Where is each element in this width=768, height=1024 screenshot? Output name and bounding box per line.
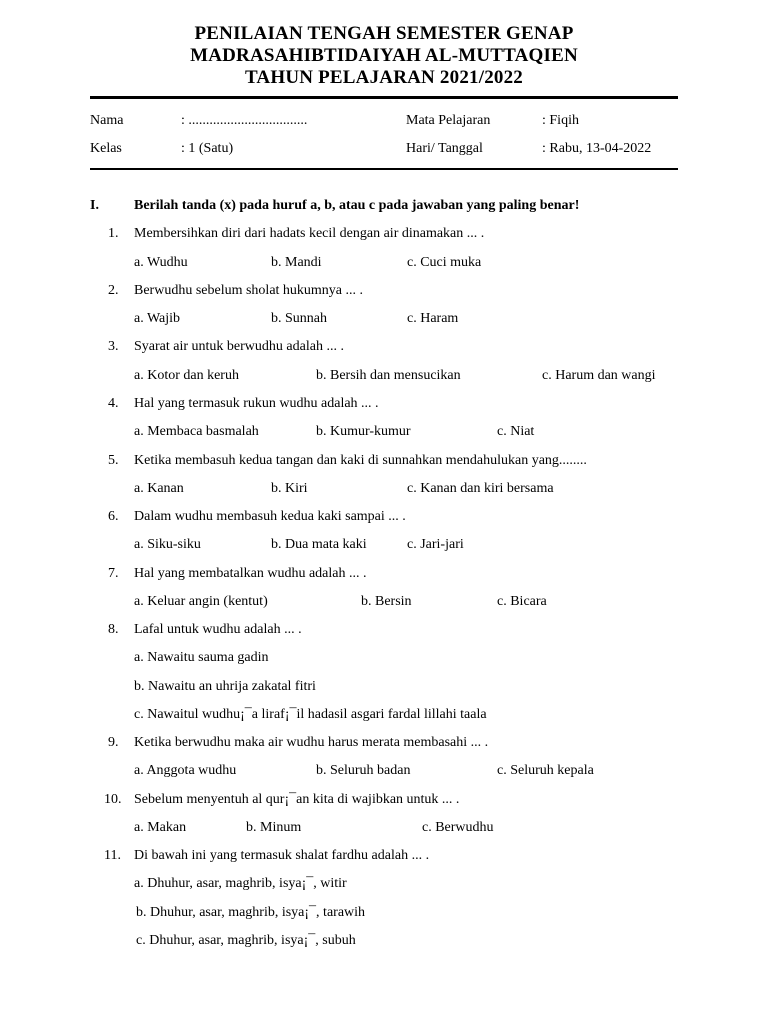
option-b[interactable]: b. Bersih dan mensucikan	[316, 368, 461, 383]
option-a[interactable]: a. Wudhu	[134, 255, 188, 270]
option-b[interactable]: b. Bersin	[361, 594, 412, 609]
option-c[interactable]: c. Niat	[497, 424, 535, 439]
option-c[interactable]: c. Haram	[407, 311, 459, 326]
question-number: 11.	[104, 848, 121, 863]
mapel-value: : Fiqih	[542, 113, 579, 128]
option-b[interactable]: b. Kiri	[271, 481, 308, 496]
option-c[interactable]: c. Cuci muka	[407, 255, 482, 270]
option-a[interactable]: a. Nawaitu sauma gadin	[134, 650, 269, 665]
option-b[interactable]: b. Dua mata kaki	[271, 537, 367, 552]
option-a[interactable]: a. Membaca basmalah	[134, 424, 259, 439]
option-b[interactable]: b. Sunnah	[271, 311, 327, 326]
hari-value: : Rabu, 13-04-2022	[542, 141, 652, 156]
question-number: 9.	[108, 735, 119, 750]
option-a[interactable]: a. Anggota wudhu	[134, 763, 237, 778]
option-a[interactable]: a. Wajib	[134, 311, 181, 326]
option-b[interactable]: b. Mandi	[271, 255, 322, 270]
question-text: Syarat air untuk berwudhu adalah ... .	[134, 339, 344, 354]
info-divider	[90, 168, 678, 170]
academic-year: TAHUN PELAJARAN 2021/2022	[244, 67, 524, 88]
option-a[interactable]: a. Keluar angin (kentut)	[134, 594, 268, 609]
nama-field[interactable]: : ..................................	[181, 113, 308, 128]
hari-label: Hari/ Tanggal	[406, 141, 483, 156]
question-text: Sebelum menyentuh al qur¡¯an kita di wajibkan untuk ... .	[134, 792, 460, 807]
option-a[interactable]: a. Kotor dan keruh	[134, 368, 239, 383]
question-number: 1.	[108, 226, 119, 241]
option-c[interactable]: c. Kanan dan kiri bersama	[407, 481, 554, 496]
option-c[interactable]: c. Dhuhur, asar, maghrib, isya¡¯, subuh	[136, 933, 356, 948]
option-b[interactable]: b. Seluruh badan	[316, 763, 411, 778]
mapel-label: Mata Pelajaran	[406, 113, 491, 128]
option-c[interactable]: c. Harum dan wangi	[542, 368, 656, 383]
question-number: 10.	[104, 792, 122, 807]
question-number: 7.	[108, 566, 119, 581]
option-a[interactable]: a. Makan	[134, 820, 187, 835]
option-c[interactable]: c. Seluruh kepala	[497, 763, 594, 778]
question-number: 3.	[108, 339, 119, 354]
option-b[interactable]: b. Kumur-kumur	[316, 424, 411, 439]
question-number: 8.	[108, 622, 119, 637]
exam-title: PENILAIAN TENGAH SEMESTER GENAP	[194, 23, 574, 44]
option-b[interactable]: b. Nawaitu an uhrija zakatal fitri	[134, 679, 316, 694]
question-number: 5.	[108, 453, 119, 468]
header-divider	[90, 96, 678, 99]
nama-label: Nama	[90, 113, 124, 128]
question-number: 2.	[108, 283, 119, 298]
option-c[interactable]: c. Berwudhu	[422, 820, 494, 835]
kelas-label: Kelas	[90, 141, 122, 156]
section-instruction: Berilah tanda (x) pada huruf a, b, atau c pada jawaban yang paling benar!	[134, 198, 580, 213]
question-text: Hal yang termasuk rukun wudhu adalah ... .	[134, 396, 379, 411]
question-text: Dalam wudhu membasuh kedua kaki sampai ... .	[134, 509, 406, 524]
section-number: I.	[90, 198, 99, 213]
kelas-value: : 1 (Satu)	[181, 141, 234, 156]
question-text: Di bawah ini yang termasuk shalat fardhu adalah ... .	[134, 848, 430, 863]
option-a[interactable]: a. Dhuhur, asar, maghrib, isya¡¯, witir	[134, 876, 347, 891]
option-a[interactable]: a. Siku-siku	[134, 537, 201, 552]
question-text: Lafal untuk wudhu adalah ... .	[134, 622, 302, 637]
question-text: Hal yang membatalkan wudhu adalah ... .	[134, 566, 367, 581]
option-b[interactable]: b. Minum	[246, 820, 302, 835]
question-number: 4.	[108, 396, 119, 411]
question-text: Membersihkan diri dari hadats kecil dengan air dinamakan ... .	[134, 226, 485, 241]
option-c[interactable]: c. Bicara	[497, 594, 547, 609]
question-text: Ketika berwudhu maka air wudhu harus merata membasahi ... .	[134, 735, 489, 750]
option-c[interactable]: c. Jari-jari	[407, 537, 464, 552]
question-text: Berwudhu sebelum sholat hukumnya ... .	[134, 283, 364, 298]
question-text: Ketika membasuh kedua tangan dan kaki di sunnahkan mendahulukan yang........	[134, 453, 587, 468]
option-c[interactable]: c. Nawaitul wudhu¡¯a liraf¡¯il hadasil asgari fardal lillahi taala	[134, 707, 487, 722]
option-b[interactable]: b. Dhuhur, asar, maghrib, isya¡¯, tarawih	[136, 905, 366, 920]
question-number: 6.	[108, 509, 119, 524]
option-a[interactable]: a. Kanan	[134, 481, 184, 496]
school-name: MADRASAHIBTIDAIYAH AL-MUTTAQIEN	[190, 45, 578, 66]
